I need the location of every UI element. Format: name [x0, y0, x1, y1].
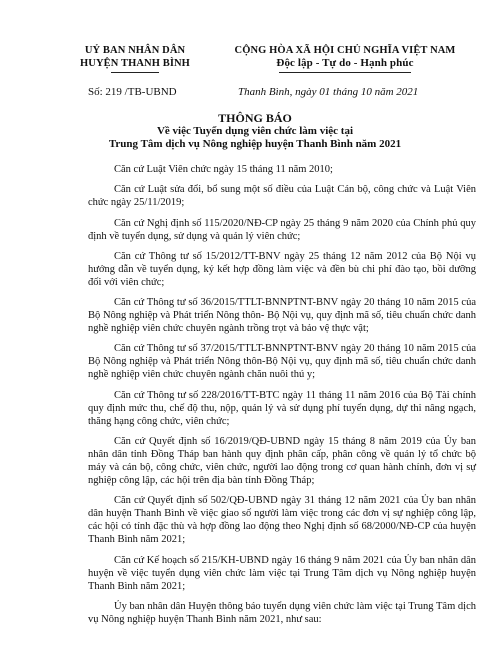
document-body	[88, 163, 476, 633]
title-main: THÔNG BÁO	[218, 111, 292, 125]
nation-name: CỘNG HÒA XÃ HỘI CHỦ NGHĨA VIỆT NAM	[234, 45, 456, 56]
paragraph: Ủy ban nhân dân Huyện thông báo tuyển dụng viên chức làm việc tại Trung Tâm dịch vụ Nông nghiệp huyện Thanh Bình năm 2021, như sau:	[88, 600, 476, 625]
document-title	[40, 111, 470, 151]
paragraph: Căn cứ Quyết định số 502/QĐ-UBND ngày 31 tháng 12 năm 2021 của Ủy ban nhân dân huyện Thanh Bình về việc giao số người làm việc trong các đơn vị sự nghiệp công lập, các hội có tính đặc thù và hợp đồng lao động theo Nghị định số 68/2000/NĐ-CP của huyện Thanh Bình năm 2021;	[88, 495, 476, 546]
motto-underline	[279, 72, 411, 73]
document-date: Thanh Bình, ngày 01 tháng 10 năm 2021	[238, 86, 419, 98]
title-line-1: Về việc Tuyển dụng viên chức làm việc tại	[156, 125, 354, 137]
agency-line-1: UỶ BAN NHÂN DÂN	[84, 45, 186, 56]
national-motto	[210, 44, 480, 73]
paragraph: Căn cứ Luật Viên chức ngày 15 tháng 11 năm 2010;	[114, 164, 333, 175]
paragraph: Căn cứ Nghị định số 115/2020/NĐ-CP ngày 25 tháng 9 năm 2020 của Chính phủ quy định về tuyển dụng, sử dụng và quản lý viên chức;	[88, 217, 476, 242]
paragraph: Căn cứ Thông tư số 36/2015/TTLT-BNNPTNT-BNV ngày 20 tháng 10 năm 2015 của Bộ Nông nghiệp và Phát triển Nông thôn- Bộ Nội vụ, quy định mã số, tiêu chuẩn chức danh nghề nghiệp viên chức chuyên ngành trồng trọt và bảo vệ thực vật;	[88, 297, 476, 335]
document-number: Số: 219 /TB-UBND	[88, 86, 177, 98]
motto: Độc lập - Tự do - Hạnh phúc	[276, 57, 414, 69]
issuing-agency	[60, 44, 210, 73]
agency-line-2: HUYỆN THANH BÌNH	[80, 58, 190, 69]
paragraph: Căn cứ Thông tư số 15/2012/TT-BNV ngày 25 tháng 12 năm 2012 của Bộ Nội vụ hướng dẫn về tuyển dụng, ký kết hợp đồng làm việc và đền bù chi phí đào tạo, bồi dưỡng đối với viên chức;	[88, 250, 476, 288]
paragraph: Căn cứ Thông tư số 228/2016/TT-BTC ngày 11 tháng 11 năm 2016 của Bộ Tài chính quy định mức thu, chế độ thu, nộp, quản lý và sử dụng phí tuyển dụng, dự thi nâng ngạch, thăng hạng công chức, viên chức;	[88, 389, 476, 427]
paragraph: Căn cứ Thông tư số 37/2015/TTLT-BNNPTNT-BNV ngày 20 tháng 10 năm 2015 của Bộ Nông nghiệp và Phát triển Nông thôn-Bộ Nội vụ, quy định mã số, tiêu chuẩn chức danh nghề nghiệp viên chức chuyên ngành chăn nuôi thú y;	[88, 343, 476, 381]
title-line-2: Trung Tâm dịch vụ Nông nghiệp huyện Thanh Bình năm 2021	[108, 138, 402, 150]
paragraph: Căn cứ Luật sửa đổi, bổ sung một số điều của Luật Cán bộ, công chức và Luật Viên chức ngày 25/11/2019;	[88, 184, 476, 209]
paragraph: Căn cứ Quyết định số 16/2019/QĐ-UBND ngày 15 tháng 8 năm 2019 của Ủy ban nhân dân tỉnh Đồng Tháp ban hành quy định phân cấp, phân công về quản lý tổ chức bộ máy và cán bộ, công chức, viên chức, người lao động trong cơ quan hành chính, đơn vị sự nghiệp công lập, các hội trên địa bàn tỉnh Đồng Tháp;	[88, 436, 476, 487]
agency-underline	[111, 72, 159, 73]
paragraph: Căn cứ Kế hoạch số 215/KH-UBND ngày 16 tháng 9 năm 2021 của Ủy ban nhân dân huyện về việc tuyển dụng viên chức làm việc tại Trung Tâm dịch vụ Nông nghiệp huyện Thanh Bình năm 2021;	[88, 554, 476, 592]
